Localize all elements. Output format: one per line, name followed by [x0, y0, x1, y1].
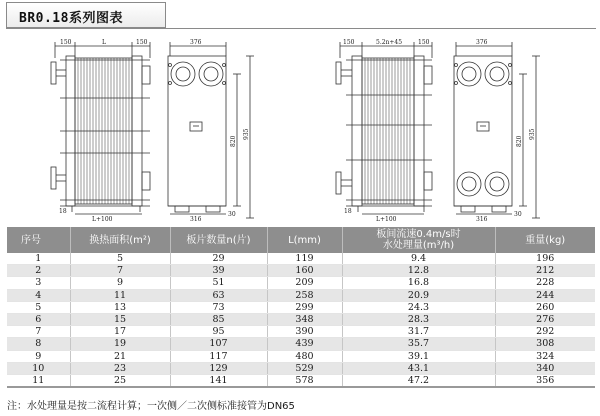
cell-area: 21 [70, 350, 170, 362]
cell-flow: 20.9 [342, 289, 495, 301]
cell-index: 5 [7, 301, 70, 313]
dim-935-1: 935 [243, 128, 250, 140]
cell-flow: 9.4 [342, 253, 495, 265]
dim-376-2: 376 [476, 39, 488, 46]
dim-316-1: 316 [190, 216, 202, 223]
dim-150-left-2: 150 [343, 39, 355, 46]
table-header-row [7, 227, 595, 253]
cell-area: 19 [70, 338, 170, 350]
cell-index: 9 [7, 350, 70, 362]
cell-plates: 39 [170, 265, 267, 277]
table-row [7, 350, 595, 362]
cell-index: 4 [7, 289, 70, 301]
cell-plates: 141 [170, 375, 267, 388]
dim-52n45-2: 5.2n+45 [376, 39, 403, 46]
header-flow-line1: 板间流速0.4m/s时 [376, 229, 461, 240]
cell-length: 160 [267, 265, 342, 277]
cell-weight: 356 [495, 375, 595, 388]
cell-length: 529 [267, 362, 342, 374]
dim-820-1: 820 [230, 135, 237, 147]
cell-weight: 244 [495, 289, 595, 301]
cell-flow: 28.3 [342, 314, 495, 326]
cell-index: 8 [7, 338, 70, 350]
cell-weight: 212 [495, 265, 595, 277]
table-row [7, 314, 595, 326]
cell-weight: 308 [495, 338, 595, 350]
cell-plates: 129 [170, 362, 267, 374]
cell-weight: 228 [495, 277, 595, 289]
table-row [7, 326, 595, 338]
table-row [7, 265, 595, 277]
cell-index: 3 [7, 277, 70, 289]
table-row [7, 289, 595, 301]
end-view-2 [454, 42, 540, 218]
cell-index: 7 [7, 326, 70, 338]
cell-index: 2 [7, 265, 70, 277]
cell-flow: 16.8 [342, 277, 495, 289]
cell-index: 6 [7, 314, 70, 326]
cell-plates: 117 [170, 350, 267, 362]
dim-L-1: L [102, 39, 106, 46]
cell-length: 348 [267, 314, 342, 326]
cell-length: 439 [267, 338, 342, 350]
cell-plates: 107 [170, 338, 267, 350]
cell-plates: 29 [170, 253, 267, 265]
cell-index: 10 [7, 362, 70, 374]
table-row [7, 253, 595, 265]
cell-area: 25 [70, 375, 170, 388]
header-length: L(mm) [267, 227, 342, 253]
dim-30-1: 30 [228, 211, 236, 218]
cell-plates: 73 [170, 301, 267, 313]
cell-flow: 24.3 [342, 301, 495, 313]
cell-plates: 85 [170, 314, 267, 326]
dim-820-2: 820 [516, 135, 523, 147]
cell-plates: 95 [170, 326, 267, 338]
technical-drawings [0, 32, 600, 224]
cell-weight: 340 [495, 362, 595, 374]
cell-length: 119 [267, 253, 342, 265]
dim-18-2: 18 [344, 208, 352, 215]
cell-area: 23 [70, 362, 170, 374]
cell-plates: 63 [170, 289, 267, 301]
cell-flow: 43.1 [342, 362, 495, 374]
footnote: 注：水处理量是按二流程计算；一次侧／二次侧标准接管为DN65 [7, 401, 295, 412]
header-weight: 重量(kg) [495, 227, 595, 253]
header-index: 序号 [7, 227, 70, 253]
cell-area: 9 [70, 277, 170, 289]
cell-flow: 12.8 [342, 265, 495, 277]
cell-plates: 51 [170, 277, 267, 289]
header-flow-line2: 水处理量(m³/h) [382, 240, 455, 251]
cell-area: 15 [70, 314, 170, 326]
cell-length: 480 [267, 350, 342, 362]
cell-area: 13 [70, 301, 170, 313]
cell-area: 5 [70, 253, 170, 265]
spec-table [7, 227, 595, 388]
cell-weight: 260 [495, 301, 595, 313]
header-plates: 板片数量n(片) [170, 227, 267, 253]
dim-30-2: 30 [514, 211, 522, 218]
cell-index: 11 [7, 375, 70, 388]
cell-area: 7 [70, 265, 170, 277]
dim-L100-2: L+100 [376, 216, 397, 223]
end-view-1 [168, 42, 254, 218]
dim-150-right-2: 150 [418, 39, 430, 46]
dim-316-2: 316 [476, 216, 488, 223]
cell-flow: 39.1 [342, 350, 495, 362]
dim-18-1: 18 [59, 208, 67, 215]
cell-area: 11 [70, 289, 170, 301]
table-row [7, 277, 595, 289]
dim-150-left-1: 150 [60, 39, 72, 46]
cell-length: 299 [267, 301, 342, 313]
cell-length: 209 [267, 277, 342, 289]
dim-935-2: 935 [529, 128, 536, 140]
side-view-1 [51, 42, 150, 214]
table-row [7, 362, 595, 374]
cell-weight: 292 [495, 326, 595, 338]
cell-flow: 47.2 [342, 375, 495, 388]
cell-weight: 324 [495, 350, 595, 362]
cell-length: 578 [267, 375, 342, 388]
cell-weight: 196 [495, 253, 595, 265]
cell-index: 1 [7, 253, 70, 265]
cell-weight: 276 [495, 314, 595, 326]
cell-flow: 35.7 [342, 338, 495, 350]
cell-flow: 31.7 [342, 326, 495, 338]
dim-376-1: 376 [190, 39, 202, 46]
header-area: 换热面积(m²) [70, 227, 170, 253]
header-flow [342, 227, 495, 253]
cell-area: 17 [70, 326, 170, 338]
dim-L100-1: L+100 [92, 216, 113, 223]
table-row [7, 301, 595, 313]
page-title: BR0.18系列图表 [19, 11, 123, 26]
dim-150-right-1: 150 [136, 39, 148, 46]
side-view-2 [336, 42, 432, 214]
cell-length: 258 [267, 289, 342, 301]
table-row [7, 375, 595, 388]
cell-length: 390 [267, 326, 342, 338]
title-divider [6, 28, 596, 29]
title-tab [6, 2, 166, 28]
table-row [7, 338, 595, 350]
